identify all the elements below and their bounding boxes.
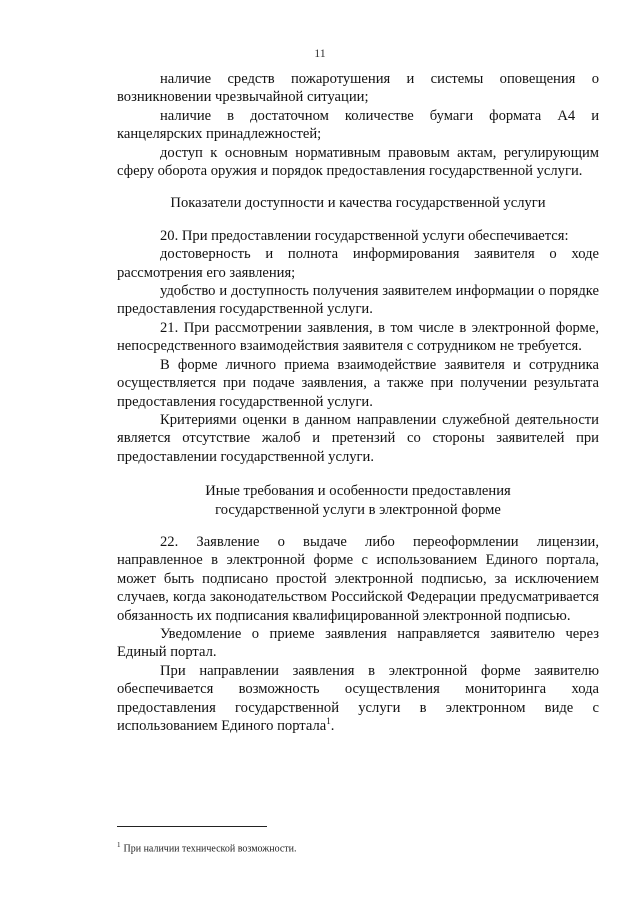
paragraph	[117, 662, 599, 736]
paragraph: достоверность и полнота информирования заявителя о ходе рассмотрения его заявления;	[117, 246, 599, 281]
paragraph: доступ к основным нормативным правовым актам, регулирующим сферу оборота оружия и порядок предоставления государственной услуги.	[117, 144, 599, 180]
paragraph: Критериями оценки в данном направлении служебной деятельности является отсутствие жалоб и претензий со стороны заявителей при предоставлении государственной услуги.	[117, 411, 599, 465]
paragraph: 21. При рассмотрении заявления, в том числе в электронной форме, непосредственного взаимодействия заявителя с сотрудником не требуется.	[117, 319, 599, 355]
paragraph: Уведомление о приеме заявления направляется заявителю через Единый портал.	[117, 625, 599, 661]
paragraph: наличие в достаточном количестве бумаги формата А4 и канцелярских принадлежностей;	[117, 107, 599, 143]
footnote	[117, 841, 296, 854]
paragraph: 22. Заявление о выдаче либо переоформлении лицензии, направленное в электронной форме с использованием Единого портала, может быть подписано простой электронной подписью, за исключением случаев, когда законодательством Российской Федерации предусматривается обязанность их подписания квалифицированной электронной подписью.	[117, 533, 599, 624]
footnote-separator	[117, 826, 267, 827]
section-heading: Показатели доступности и качества государственной услуги	[170, 195, 546, 212]
section-heading-line1: Иные требования и особенности предоставления	[205, 483, 511, 500]
footnote-reference: 1	[326, 716, 331, 727]
section-heading-line2: государственной услуги в электронной форме	[215, 501, 501, 518]
footnote-mark: 1	[117, 841, 121, 849]
paragraph: 20. При предоставлении государственной услуги обеспечивается:	[160, 227, 569, 244]
paragraph-end: .	[330, 718, 335, 734]
paragraph: наличие средств пожаротушения и системы оповещения о возникновении чрезвычайной ситуации;	[117, 71, 599, 106]
paragraph: В форме личного приема взаимодействие заявителя и сотрудника осуществляется при подаче заявления, а также при получении результата предоставления государственной услуги.	[117, 356, 599, 410]
paragraph-text: При направлении заявления в электронной форме заявителю обеспечивается возможность осуществления мониторинга хода предоставления государственной услуги в электронном виде с использованием Единого портала	[117, 662, 599, 734]
footnote-text: При наличии технической возможности.	[123, 843, 297, 855]
document-body	[117, 70, 599, 735]
page-number: 11	[314, 46, 326, 60]
paragraph: удобство и доступность получения заявителем информации о порядке предоставления государственной услуги.	[117, 283, 599, 318]
